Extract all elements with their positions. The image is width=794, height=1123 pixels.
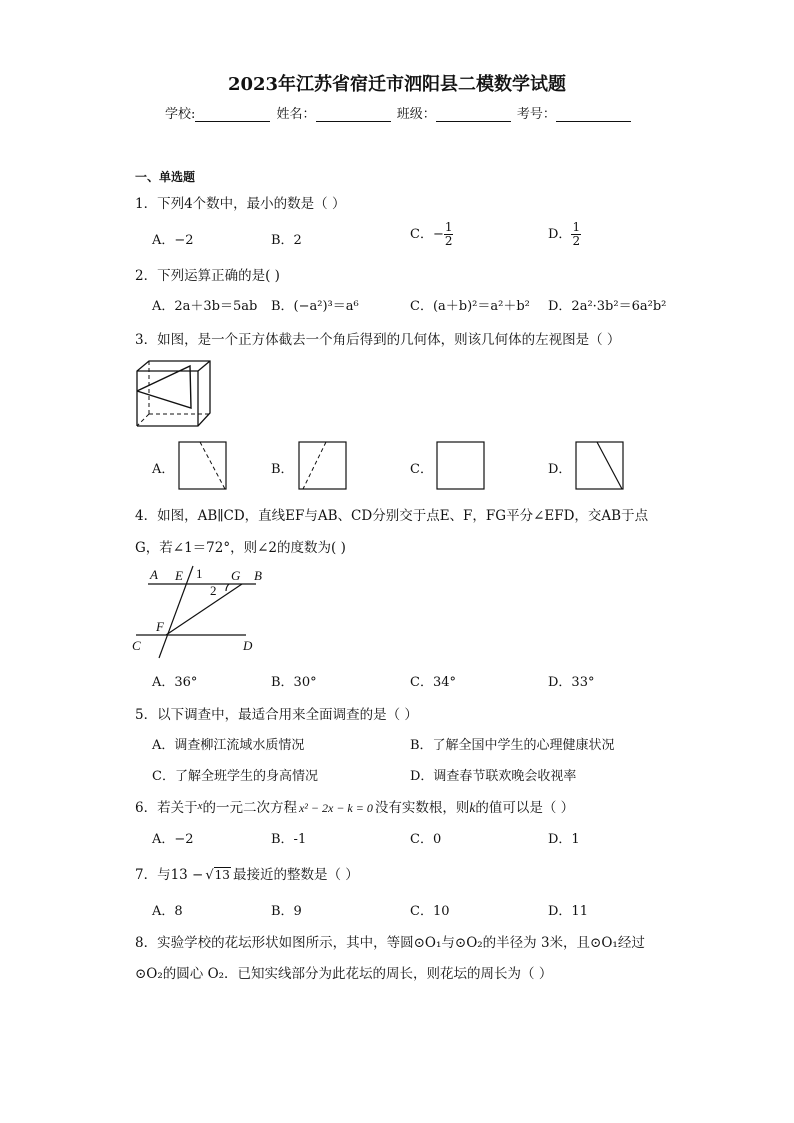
q3-option-a-figure xyxy=(178,441,228,491)
q1-option-c xyxy=(410,221,453,248)
q7-text-post: 最接近的整数是（ ） xyxy=(232,867,359,883)
q3-option-d-label: D． xyxy=(548,462,572,477)
q7-option-d: D．11 xyxy=(548,904,588,919)
q4-option-a: A．36° xyxy=(152,675,198,690)
q5-option-d: D．调查春节联欢晚会收视率 xyxy=(410,769,577,784)
question-6-stem xyxy=(135,796,574,816)
solid-diagonal xyxy=(597,442,622,489)
view-square xyxy=(576,442,623,489)
angle-2-arc xyxy=(226,584,229,591)
fraction-numerator: 1 xyxy=(572,220,581,234)
label-g: G xyxy=(231,568,241,583)
q7-option-a: A．8 xyxy=(152,904,183,919)
q1-option-d-prefix: D． xyxy=(548,227,572,242)
label-c: C xyxy=(132,638,141,653)
q4-option-b: B．30° xyxy=(271,675,317,690)
q2-option-b: B．(−a²)³＝a⁶ xyxy=(271,299,359,314)
label-a: A xyxy=(150,567,158,582)
question-3-stem xyxy=(135,328,620,348)
label-e: E xyxy=(175,568,183,583)
q5-option-b: B．了解全国中学生的心理健康状况 xyxy=(410,738,615,753)
q6-option-a: A．−2 xyxy=(152,832,194,847)
q6-option-c: C．0 xyxy=(410,832,442,847)
cut-triangle xyxy=(137,366,191,408)
truncated-cube-figure xyxy=(132,356,214,430)
q6-text-mid2: 没有实数根，则 xyxy=(374,800,470,816)
school-label: 学校: xyxy=(165,107,196,122)
q6-option-b: B．-1 xyxy=(271,832,307,847)
name-blank xyxy=(316,109,391,122)
q1-option-d-fraction xyxy=(571,221,581,248)
cube-edge xyxy=(198,361,210,371)
q3-option-c-figure xyxy=(436,441,486,491)
q6-k: k xyxy=(469,800,476,815)
question-7-stem xyxy=(135,863,359,883)
label-d: D xyxy=(243,638,253,653)
q1-option-d xyxy=(548,221,581,248)
q1-option-b: B．2 xyxy=(271,233,302,248)
dashed-diagonal xyxy=(303,442,326,489)
q2-option-d: D．2a²·3b²＝6a²b² xyxy=(548,299,667,314)
q7-option-b: B．9 xyxy=(271,904,302,919)
parallel-lines-figure xyxy=(128,560,268,664)
q5-option-c: C．了解全班学生的身高情况 xyxy=(152,769,318,784)
q1-text: 下列4个数中，最小的数是（ ） xyxy=(157,196,346,212)
q1-number: 1． xyxy=(135,196,158,212)
q6-text-pre: 6．若关于 xyxy=(135,800,198,816)
question-4-line-1: 4．如图，AB∥CD，直线EF与AB、CD分别交于点E、F，FG平分∠EFD，交AB于点 xyxy=(135,508,649,524)
q3-text: 如图，是一个正方体截去一个角后得到的几何体，则该几何体的左视图是（ ） xyxy=(157,332,621,348)
hidden-edge xyxy=(137,414,149,426)
number-label: 考号： xyxy=(516,107,556,122)
school-blank xyxy=(195,109,270,122)
q6-variable: x xyxy=(197,800,203,812)
q6-equation: x² − 2x − k = 0 xyxy=(298,801,373,815)
q7-text-pre: 7．与13 − xyxy=(135,867,204,883)
view-square xyxy=(179,442,226,489)
q2-number: 2． xyxy=(135,268,158,284)
q3-option-b-figure xyxy=(298,441,348,491)
q3-number: 3． xyxy=(135,332,158,348)
fraction-denominator: 2 xyxy=(444,234,453,248)
q4-option-c: C．34° xyxy=(410,675,456,690)
q5-option-a: A．调查柳江流域水质情况 xyxy=(152,738,305,753)
number-blank xyxy=(556,109,631,122)
fraction-denominator: 2 xyxy=(572,234,581,248)
q2-option-c: C．(a＋b)²＝a²＋b² xyxy=(410,299,530,314)
section-heading: 一、单选题 xyxy=(135,170,196,184)
label-angle-2: 2 xyxy=(210,583,217,598)
label-angle-1: 1 xyxy=(196,566,203,581)
question-2-stem xyxy=(135,264,280,284)
question-8-line-1: 8．实验学校的花坛形状如图所示，其中，等圆⊙O₁与⊙O₂的半径为 3米，且⊙O₁经过 xyxy=(135,935,645,951)
q4-option-d: D．33° xyxy=(548,675,595,690)
dashed-diagonal xyxy=(200,442,225,489)
label-f: F xyxy=(156,619,164,634)
q1-option-c-prefix: C．− xyxy=(410,227,444,242)
label-b: B xyxy=(254,568,262,583)
class-label: 班级： xyxy=(396,107,436,122)
q2-option-a: A．2a＋3b＝5ab xyxy=(152,299,258,314)
question-1-stem xyxy=(135,192,345,212)
question-5-stem: 5．以下调查中，最适合用来全面调查的是（ ） xyxy=(135,707,418,723)
question-4-line-2: G，若∠1＝72°，则∠2的度数为( ) xyxy=(135,540,346,556)
name-label: 姓名： xyxy=(276,107,316,122)
q3-option-d-figure xyxy=(575,441,625,491)
q3-option-b-label: B． xyxy=(271,462,294,477)
q6-text-post: 的值可以是（ ） xyxy=(475,800,575,816)
question-8-line-2: ⊙O₂的圆心 O₂．已知实线部分为此花坛的周长，则花坛的周长为（ ） xyxy=(135,966,553,982)
q1-option-a: A．−2 xyxy=(152,233,194,248)
q2-text: 下列运算正确的是( ) xyxy=(157,268,280,284)
q3-option-c-label: C． xyxy=(410,462,433,477)
fraction-numerator: 1 xyxy=(444,220,453,234)
q3-option-a-label: A． xyxy=(152,462,175,477)
q6-text-mid: 的一元二次方程 xyxy=(202,800,297,816)
q7-option-c: C．10 xyxy=(410,904,450,919)
q7-radicand: 13 xyxy=(214,868,230,882)
sqrt-icon: √ xyxy=(205,868,214,883)
page-title: 2023年江苏省宿迁市泗阳县二模数学试题 xyxy=(227,74,567,95)
q1-option-c-fraction xyxy=(444,221,454,248)
q6-option-d: D．1 xyxy=(548,832,580,847)
view-square xyxy=(437,442,484,489)
student-info-row xyxy=(165,103,633,122)
class-blank xyxy=(436,109,511,122)
